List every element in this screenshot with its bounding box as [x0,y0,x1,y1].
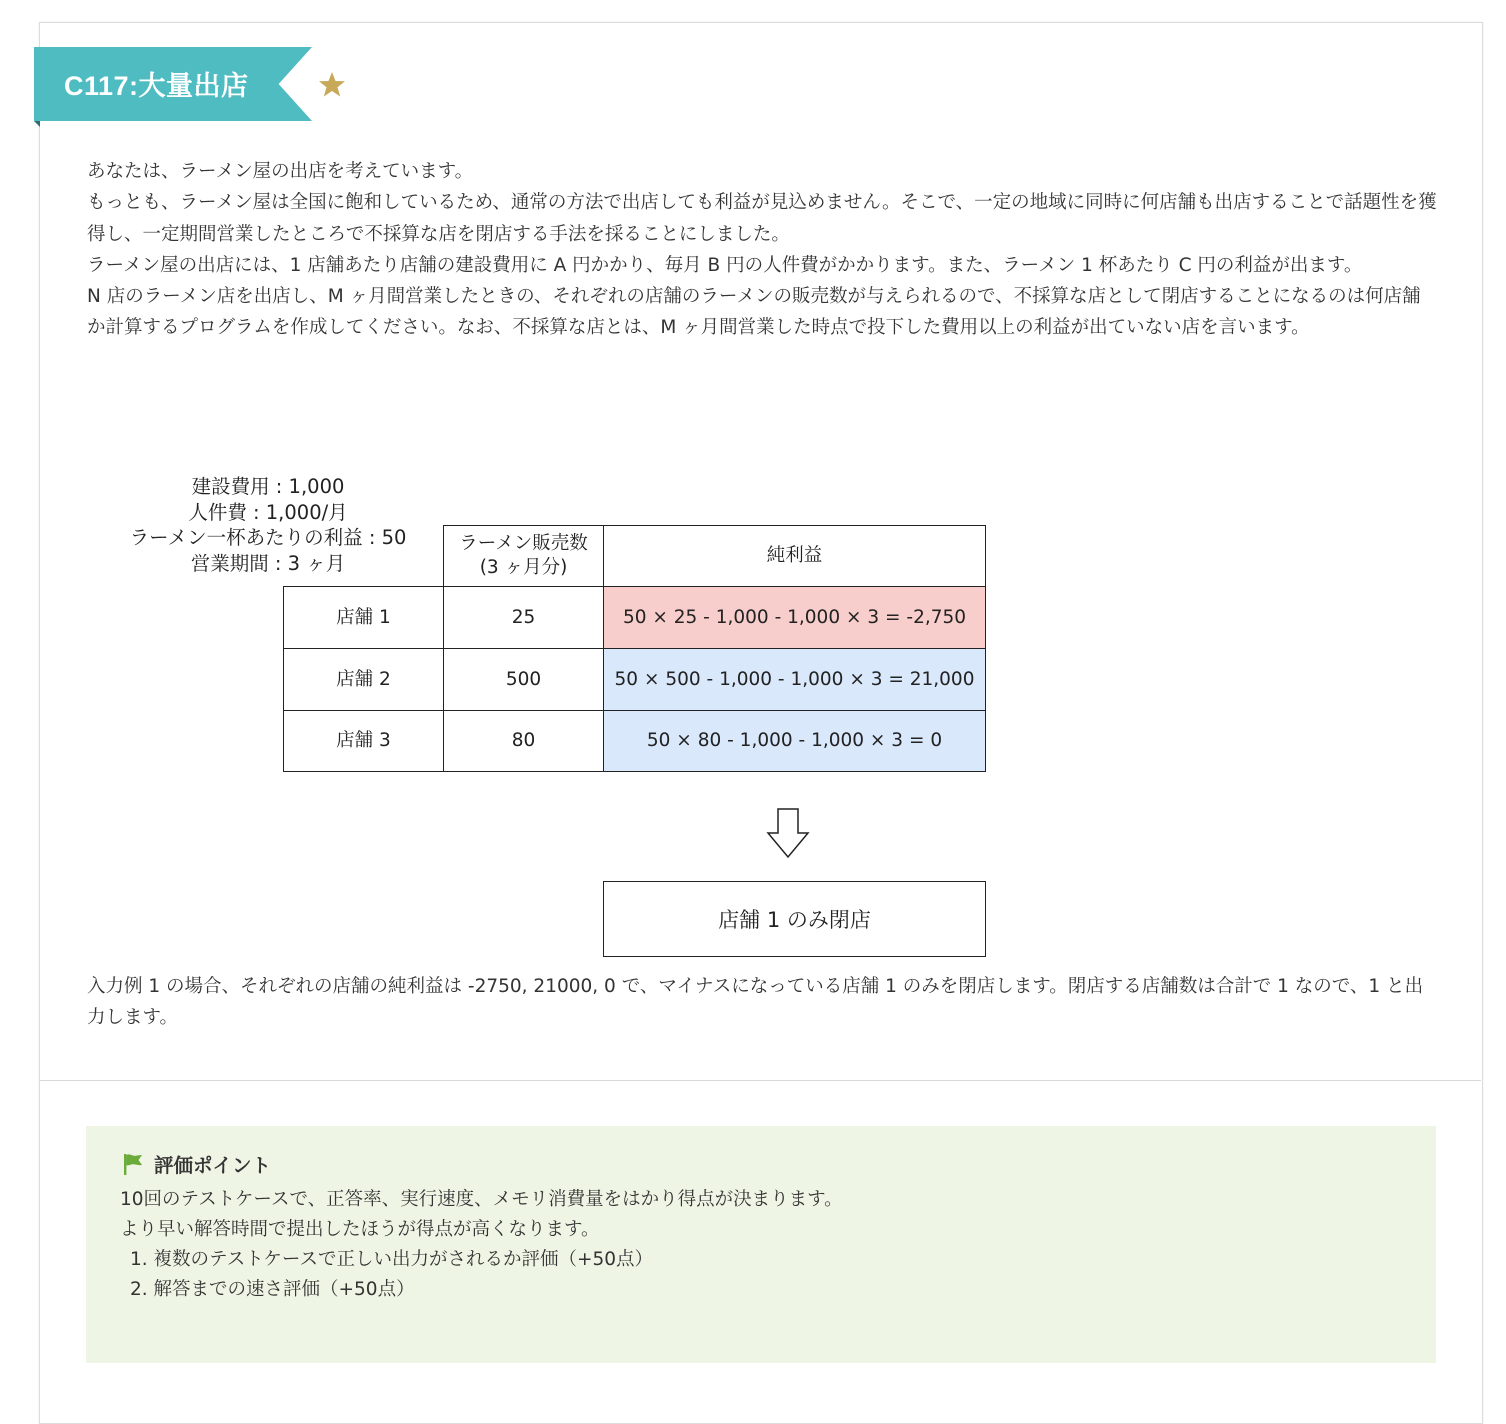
header-sales-sub: (3 ヶ月分) [479,557,568,578]
profit-cell-positive: 50 × 500 - 1,000 - 1,000 × 3 = 21,000 [603,648,986,711]
store-cell: 店舗 1 [283,586,444,649]
evaluation-item: 2. 解答までの速さ評価（+50点） [130,1279,415,1300]
param-labor-cost: 人件費 : 1,000/月 [188,500,348,524]
param-construction-cost: 建設費用 : 1,000 [191,475,345,498]
evaluation-header [120,1150,271,1178]
sales-cell: 80 [443,710,604,772]
store-cell: 店舗 3 [283,710,444,772]
description-paragraph: あなたは、ラーメン屋の出店を考えています。 [87,161,474,182]
ribbon-fold [34,121,40,127]
star-icon[interactable] [317,70,347,100]
header-sales [443,525,604,587]
param-period: 営業期間 : 3 ヶ月 [190,551,346,575]
profit-cell-zero: 50 × 80 - 1,000 - 1,000 × 3 = 0 [603,710,986,772]
parameter-list [100,474,436,576]
store-cell: 店舗 2 [283,648,444,711]
description-paragraph: ラーメン屋の出店には、1 店舗あたり店舗の建設費用に A 円かかり、毎月 B 円の人件費がかかります。また、ラーメン 1 杯あたり C 円の利益が出ます。 [87,254,1363,276]
header-profit: 純利益 [603,525,986,587]
example-explanation: 入力例 1 の場合、それぞれの店舗の純利益は -2750, 21000, 0 で、マイナスになっている店舗 1 のみを閉店します。閉店する店舗数は合計で 1 なので、1 と出力します。 [87,976,1424,1029]
evaluation-item: 1. 複数のテストケースで正しい出力がされるか評価（+50点） [130,1249,654,1270]
profit-cell-negative: 50 × 25 - 1,000 - 1,000 × 3 = -2,750 [603,586,986,649]
section-divider [40,1080,1481,1081]
description-paragraph: もっとも、ラーメン屋は全国に飽和しているため、通常の方法で出店しても利益が見込めません。そこで、一定の地域に同時に何店舗も出店することで話題性を獲得し、一定期間営業したところで不採算な店を閉店する手法を採ることにしました。 [87,192,1437,245]
description-paragraph: N 店のラーメン店を出店し、M ヶ月間営業したときの、それぞれの店舗のラーメンの販売数が与えられるので、不採算な店として閉店することになるのは何店舗か計算するプログラムを作成してください。なお、不採算な店とは、M ヶ月間営業した時点で投下した費用以上の利益が出ていない店を言います。 [87,286,1421,339]
example-diagram [100,470,1000,970]
header-sales-label: ラーメン販売数 [459,533,588,554]
param-profit-per-bowl: ラーメン一杯あたりの利益 : 50 [129,526,407,549]
evaluation-panel [86,1126,1436,1363]
evaluation-body [120,1185,1410,1305]
evaluation-line: より早い解答時間で提出したほうが得点が高くなります。 [120,1219,600,1240]
problem-description [87,156,1439,344]
result-box: 店舗 1 のみ閉店 [603,881,986,957]
evaluation-title: 評価ポイント [154,1154,272,1177]
evaluation-list [120,1245,1410,1305]
flag-icon [120,1151,146,1177]
sales-cell: 25 [443,586,604,649]
evaluation-line: 10回のテストケースで、正答率、実行速度、メモリ消費量をはかり得点が決まります。 [120,1189,843,1210]
sales-cell: 500 [443,648,604,711]
problem-title: C117:大量出店 [64,71,249,101]
down-arrow-icon [766,807,810,859]
